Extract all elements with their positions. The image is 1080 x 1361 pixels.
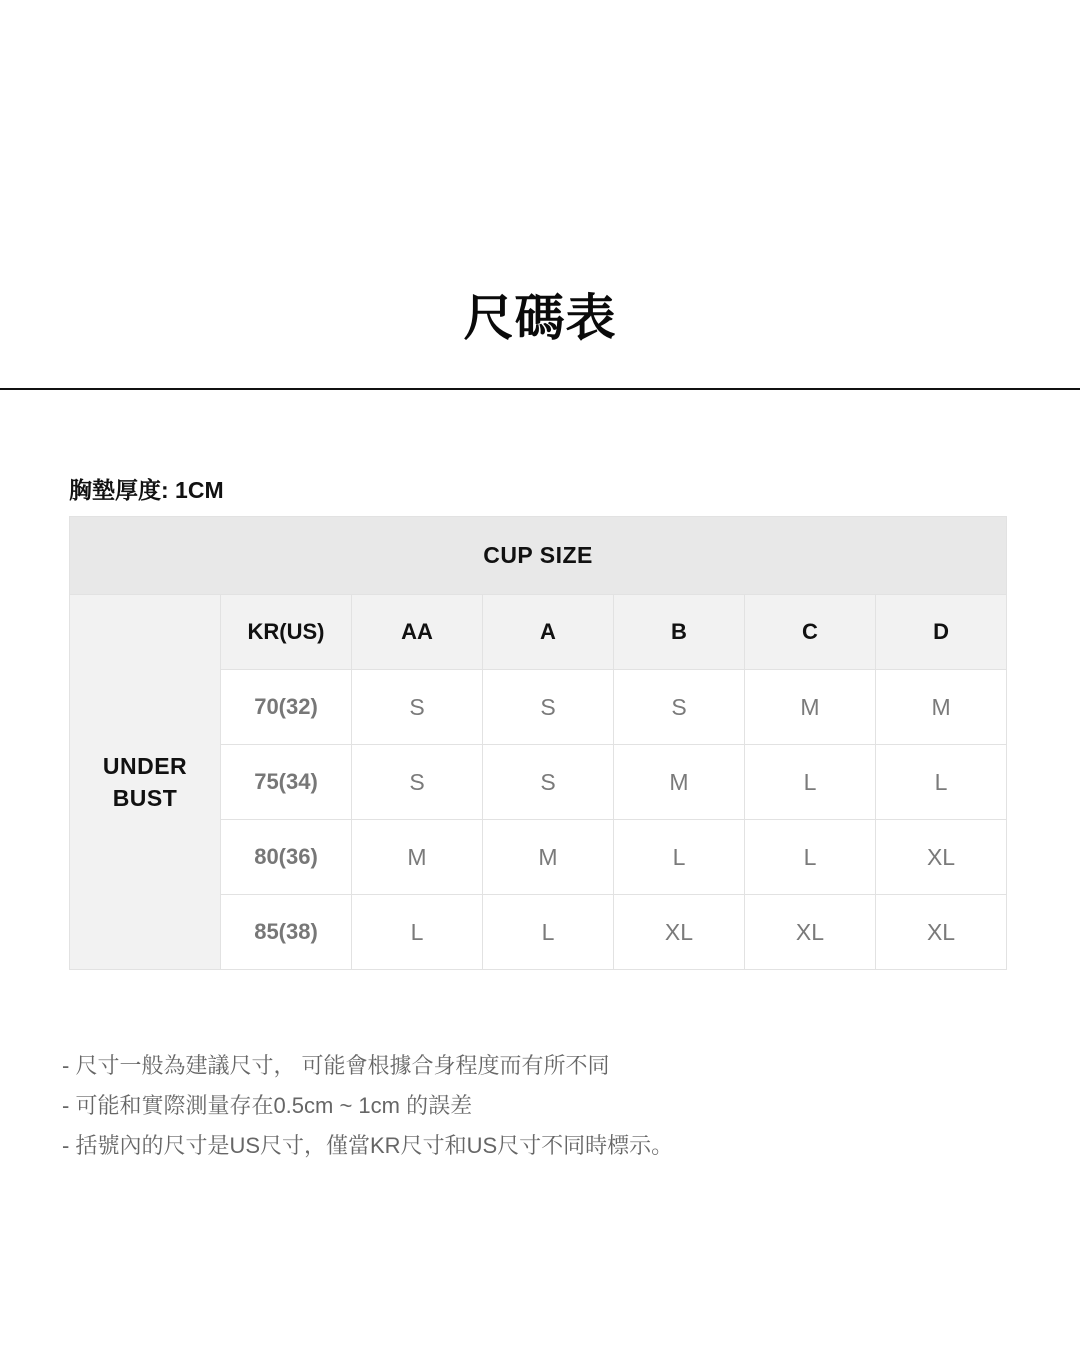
cup-size-header-row	[70, 517, 1007, 595]
size-cell: XL	[745, 895, 876, 970]
band-size-cell: 80(36)	[221, 820, 352, 895]
cup-header-c: C	[745, 595, 876, 670]
band-size-header: KR(US)	[221, 595, 352, 670]
size-cell: S	[352, 670, 483, 745]
size-cell: M	[614, 745, 745, 820]
band-size-cell: 70(32)	[221, 670, 352, 745]
cup-header-d: D	[876, 595, 1007, 670]
size-cell: S	[352, 745, 483, 820]
size-cell: L	[745, 820, 876, 895]
size-cell: S	[483, 745, 614, 820]
size-cell: S	[483, 670, 614, 745]
size-cell: L	[745, 745, 876, 820]
under-bust-label	[70, 595, 221, 970]
pad-thickness-label: 胸墊厚度: 1CM	[69, 477, 224, 503]
cup-header-a: A	[483, 595, 614, 670]
size-cell: L	[614, 820, 745, 895]
size-cell: M	[352, 820, 483, 895]
page-title: 尺碼表	[463, 290, 617, 346]
size-cell: L	[876, 745, 1007, 820]
size-chart-table	[69, 516, 1007, 970]
size-cell: XL	[876, 895, 1007, 970]
cup-header-b: B	[614, 595, 745, 670]
under-bust-line-1: UNDER	[102, 753, 188, 779]
size-cell: M	[483, 820, 614, 895]
under-bust-line-2: BUST	[112, 785, 178, 811]
cup-header-aa: AA	[352, 595, 483, 670]
table-header-row	[70, 595, 1007, 670]
note-item: - 尺寸一般為建議尺寸， 可能會根據合身程度而有所不同	[62, 1053, 610, 1078]
size-cell: L	[483, 895, 614, 970]
cup-size-heading: CUP SIZE	[70, 517, 1007, 595]
size-cell: M	[876, 670, 1007, 745]
size-cell: M	[745, 670, 876, 745]
note-item: - 括號內的尺寸是US尺寸，僅當KR尺寸和US尺寸不同時標示。	[62, 1133, 674, 1158]
size-cell: XL	[614, 895, 745, 970]
band-size-cell: 75(34)	[221, 745, 352, 820]
size-notes-list	[62, 1046, 673, 1166]
size-cell: L	[352, 895, 483, 970]
size-cell: S	[614, 670, 745, 745]
title-divider	[0, 388, 1080, 390]
band-size-cell: 85(38)	[221, 895, 352, 970]
note-item: - 可能和實際測量存在0.5cm ~ 1cm 的誤差	[62, 1093, 473, 1118]
size-cell: XL	[876, 820, 1007, 895]
